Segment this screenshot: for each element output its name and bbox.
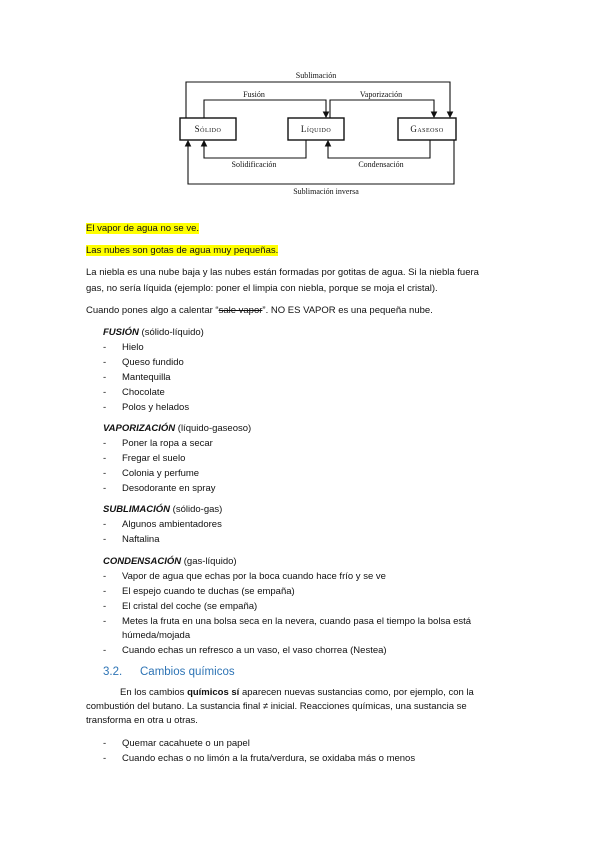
list-item: - Naftalina xyxy=(103,534,160,545)
paragraph-fog-line2: gas, no sería líquida (ejemplo: poner el limpia con niebla, porque se moja el cristal). xyxy=(86,283,438,294)
list-item: - Fregar el suelo xyxy=(103,453,186,464)
list-item: - Metes la fruta en una bolsa seca en la nevera, cuando pasa el tiempo la bolsa está xyxy=(103,616,472,627)
list-item: - Desodorante en spray xyxy=(103,483,216,494)
diagram-svg xyxy=(176,66,466,200)
list-item: - Quemar cacahuete o un papel xyxy=(103,738,250,749)
condensation-arrow xyxy=(328,140,430,158)
sublimation-label: Sublimación xyxy=(295,71,337,80)
list-item: - Queso fundido xyxy=(103,357,184,368)
sublimacion-title: SUBLIMACIÓN (sólido-gas) xyxy=(103,504,223,515)
states-of-matter-diagram xyxy=(176,66,466,200)
solidification-label: Solidificación xyxy=(231,160,277,169)
gas-label: Gaseoso xyxy=(410,124,444,134)
liquid-label: Líquido xyxy=(300,124,332,134)
section-heading-chemical: 3.2. Cambios químicos xyxy=(103,666,235,678)
list-item: - Hielo xyxy=(103,342,144,353)
chem-paragraph-line2: combustión del butano. La sustancia final ≠ inicial. Reacciones químicas, una sustancia se xyxy=(86,701,467,712)
list-item: - El cristal del coche (se empaña) xyxy=(103,601,258,612)
list-item-continuation: húmeda/mojada xyxy=(122,630,191,641)
list-item: - Poner la ropa a secar xyxy=(103,438,213,449)
highlight-vapor: El vapor de agua no se ve. xyxy=(86,223,200,234)
chem-paragraph-line3: transforma en otra u otras. xyxy=(86,715,198,726)
list-item: - Algunos ambientadores xyxy=(103,519,222,530)
condensation-label: Condensación xyxy=(358,160,404,169)
list-item: - Cuando echas o no limón a la fruta/verdura, se oxidaba más o menos xyxy=(103,753,416,764)
list-item: - Vapor de agua que echas por la boca cuando hace frío y se ve xyxy=(103,571,386,582)
fusion-title: FUSIÓN (sólido-líquido) xyxy=(103,327,204,338)
condensacion-title: CONDENSACIÓN (gas-líquido) xyxy=(103,556,237,567)
inverse-sublimation-arrow xyxy=(188,140,454,184)
list-item: - Polos y helados xyxy=(103,402,190,413)
vaporizacion-title: VAPORIZACIÓN (líquido-gaseoso) xyxy=(103,423,252,434)
fusion-label: Fusión xyxy=(243,90,265,99)
solid-label: Sólido xyxy=(194,124,222,134)
highlight-clouds: Las nubes son gotas de agua muy pequeñas. xyxy=(86,245,279,256)
paragraph-heating: Cuando pones algo a calentar “sale vapor”. NO ES VAPOR es una pequeña nube. xyxy=(86,305,433,316)
list-item: - Colonia y perfume xyxy=(103,468,200,479)
vaporization-arrow xyxy=(330,100,434,118)
list-item: - El espejo cuando te duchas (se empaña) xyxy=(103,586,295,597)
solidification-arrow xyxy=(204,140,306,158)
inverse-sublimation-label: Sublimación inversa xyxy=(293,187,359,196)
fusion-arrow xyxy=(204,100,326,118)
vaporization-label: Vaporización xyxy=(359,90,403,99)
paragraph-fog-line1: La niebla es una nube baja y las nubes están formadas por gotitas de agua. Si la niebla fuera xyxy=(86,267,479,278)
list-item: - Mantequilla xyxy=(103,372,171,383)
list-item: - Chocolate xyxy=(103,387,165,398)
chem-paragraph-line1: En los cambios químicos sí aparecen nuevas sustancias como, por ejemplo, con la xyxy=(120,687,474,698)
list-item: - Cuando echas un refresco a un vaso, el vaso chorrea (Nestea) xyxy=(103,645,387,656)
